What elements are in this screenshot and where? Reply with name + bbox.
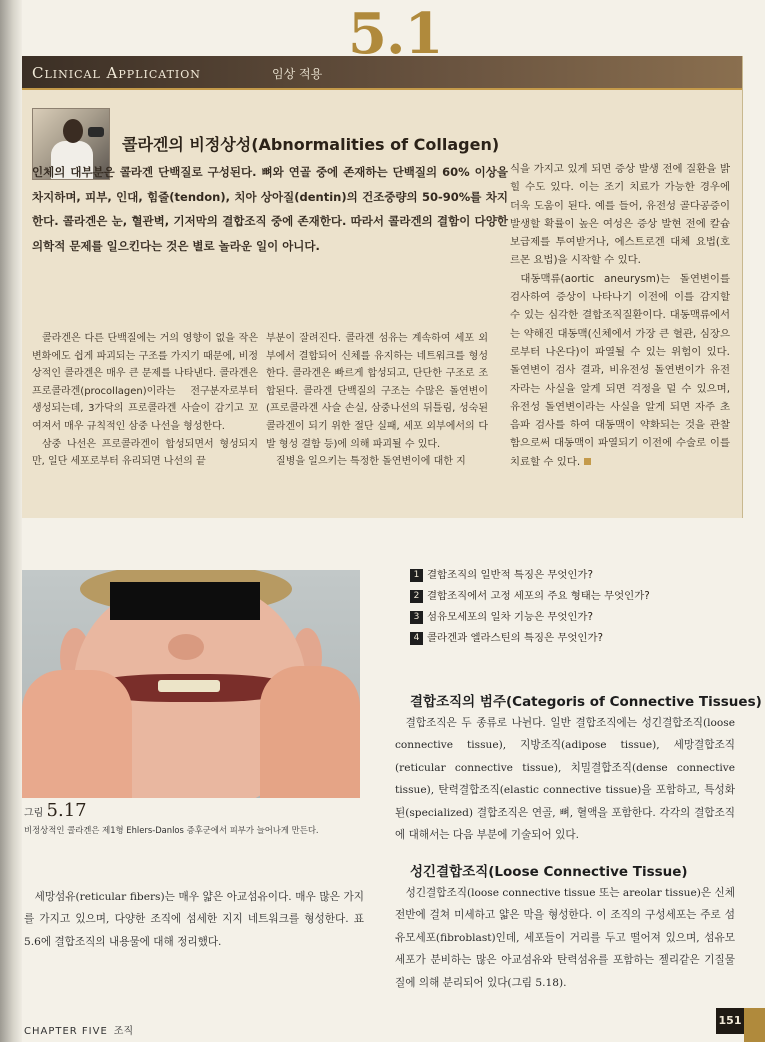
book-spine-shadow bbox=[0, 0, 22, 1042]
page-edge-tab bbox=[744, 1008, 765, 1042]
question-item: 4 콜라겐과 엘라스틴의 특징은 무엇인가? bbox=[410, 631, 750, 652]
figure-number: 그림 5.17 bbox=[24, 800, 87, 821]
clinical-col2-para1: 부분이 잘려진다. 콜라겐 섬유는 계속하여 세포 외부에서 결합되어 신체를 유지하는 네트워크를 형성한다. 콜라겐은 빠르게 합성되고, 단단한 구조로 조합된다. 콜라겐 단백질의 구조는 수많은 돌연변이(프로콜라겐 사슬 손실, 삼중나선의 뒤틀림, 성숙된 콜라겐이 되기 위한 절단 실패, 세포 외부에서의 다발 형성 결함 등)에 의해 파괴될 수 있다. bbox=[266, 333, 488, 450]
question-item: 2 결합조직에서 고정 세포의 주요 형태는 무엇인가? bbox=[410, 589, 750, 610]
clinical-col3-para2: 대동맥류(aortic aneurysm)는 돌연변이를 검사하여 증상이 나타나기 이전에 이를 감지할 수 있는 심각한 결합조직질환이다. 대동맥류에서는 약해진 대동맥(신체에서 가장 큰 혈관, 심장으로부터 나온다)이 파열될 수 있는 위험이 있다. 돌연변이 검사 결과, 비유전성 돌연변이가 유전자라는 사실을 알게 되면 걱정을 덜 수 있으며, 유전성 돌연변이라는 사실을 알게 되면 자주 초음파 검사를 하여 대동맥이 약화되는 것을 관찰함으로써 대동맥이 파열되기 이전에 수술로 이를 치료할 수 있다. bbox=[510, 272, 730, 468]
section-number: 5.1 bbox=[348, 1, 443, 67]
section-body-loose-connective: 성긴결합조직(loose connective tissue 또는 areolar tissue)은 신체 전반에 걸쳐 미세하고 얇은 막을 형성한다. 이 조직의 구성세포는 주로 섬유모세포(fibroblast)인데, 세포들이 거리를 두고 떨어져 있으며, 섬유모세포가 분비하는 많은 아교섬유와 탄력섬유를 포함하는 젤리같은 기질물질에 의해 분리되어 있다(그림 5.18). bbox=[395, 887, 735, 989]
clinical-intro: 인체의 대부분은 콜라겐 단백질로 구성된다. 뼈와 연골 중에 존재하는 단백질의 60% 이상을 차지하며, 피부, 인대, 힘줄(tendon), 치아 상아질(dentin)의 건조중량의 50-90%를 차지한다. 콜라겐은 눈, 혈관벽, 기저막의 결합조직 중에 존재한다. 따라서 콜라겐의 결함이 다양한 의학적 문제를 일으킨다는 것은 별로 놀라운 일이 아니다. bbox=[32, 165, 508, 253]
left-body-text: 세망섬유(reticular fibers)는 매우 얇은 아교섬유이다. 매우 많은 가지를 가지고 있으며, 다양한 조직에 섬세한 지지 네트워크를 형성한다. 표 5.6에 결합조직의 내용물에 대해 정리했다. bbox=[24, 891, 364, 948]
clinical-col3-para1: 식을 가지고 있게 되면 증상 발생 전에 질환을 밝힐 수도 있다. 이는 조기 치료가 가능한 경우에 더욱 도움이 된다. 예를 들어, 유전성 골다공증이 발생할 확률이 높은 여성은 증상 발현 전에 칼슘 보급제를 투여받거나, 에스트로겐 대체 요법(호르몬 요법)을 시작할 수 있다. bbox=[510, 163, 730, 267]
section-title-categories: 결합조직의 범주(Categoris of Connective Tissues) bbox=[410, 694, 762, 710]
figure-caption: 비정상적인 콜라겐은 제1형 Ehlers-Danlos 증후군에서 피부가 늘어나게 만든다. bbox=[24, 825, 319, 835]
clinical-heading: 콜라겐의 비정상성(Abnormalities of Collagen) bbox=[122, 135, 500, 154]
clinical-col1-para2: 삼중 나선은 프로콜라겐이 합성되면서 형성되지만, 일단 세포로부터 유리되면 나선의 끝 bbox=[32, 438, 258, 468]
question-item: 3 섬유모세포의 일차 기능은 무엇인가? bbox=[410, 610, 750, 631]
clinical-col1-para1: 콜라겐은 다른 단백질에는 거의 영향이 없을 작은 변화에도 쉽게 파괴되는 구조를 가지기 때문에, 비정상적인 콜라겐은 매우 큰 문제를 나타낸다. 콜라겐은 프로콜라겐(procollagen)이라는 전구분자로부터 생성되는데, 3가닥의 프로콜라겐 사슬이 감기고 꼬여져서 매우 규칙적인 삼중 나선을 형성한다. bbox=[32, 333, 258, 432]
clinical-application-title: Clinical Application bbox=[32, 64, 201, 82]
clinical-column-2 bbox=[266, 330, 488, 471]
page-number: 151 bbox=[716, 1008, 744, 1034]
section-body-categories: 결합조직은 두 종류로 나뉜다. 일반 결합조직에는 성긴결합조직(loose connective tissue), 지방조직(adipose tissue), 세망결합조직(reticular connective tissue), 치밀결합조직(dense connective tissue), 탄력결합조직(elastic connective tissue)을 포함하고, 특성화된(specialized) 결합조직은 연골, 뼈, 혈액을 포함한다. 각각의 결합조직에 대해서는 다음 부분에 기술되어 있다. bbox=[395, 717, 735, 842]
clinical-column-3 bbox=[510, 160, 730, 471]
footer-chapter: CHAPTER FIVE 조직 bbox=[24, 1026, 134, 1037]
section-title-loose-connective: 성긴결합조직(Loose Connective Tissue) bbox=[410, 864, 688, 880]
clinical-col2-para2: 질병을 일으키는 특정한 돌연변이에 대한 지 bbox=[276, 456, 466, 468]
end-mark-icon bbox=[584, 458, 591, 465]
clinical-application-box bbox=[22, 56, 743, 518]
question-item: 1 결합조직의 일반적 특징은 무엇인가? bbox=[410, 568, 750, 589]
clinical-column-1 bbox=[32, 330, 258, 471]
review-questions bbox=[410, 568, 750, 652]
ehlers-danlos-photo bbox=[22, 570, 360, 798]
censor-bar bbox=[110, 582, 260, 620]
clinical-application-subtitle: 임상 적용 bbox=[272, 67, 323, 81]
